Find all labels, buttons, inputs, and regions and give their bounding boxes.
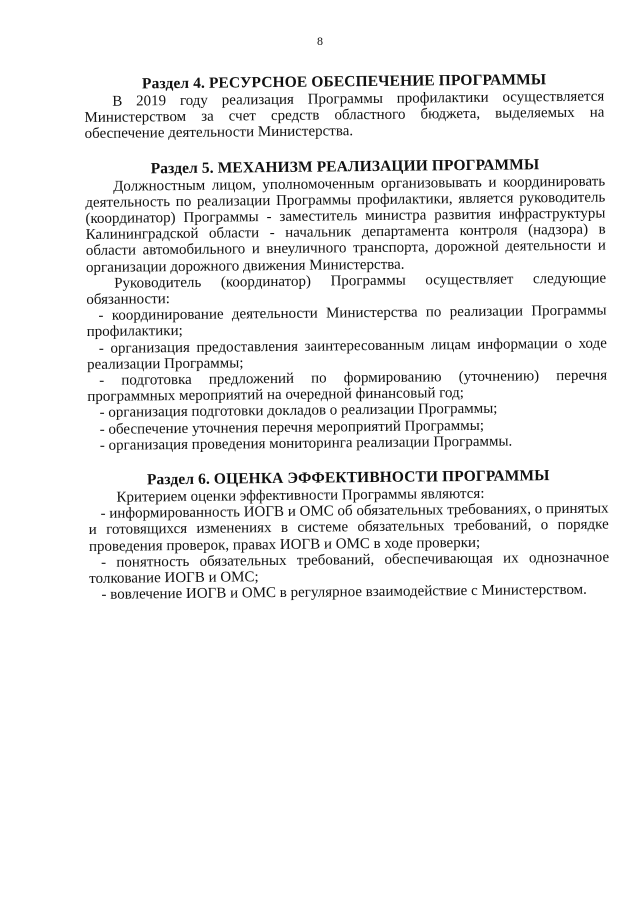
list-item: - обеспечение уточнения перечня мероприятий Программы; bbox=[99, 417, 485, 438]
list-item: - вовлечение ИОГВ и ОМС в регулярное взаимодействие с Министерством. bbox=[101, 582, 587, 604]
list-item: - организация предоставления заинтересованным лицам информации о ходе реализации Программы; bbox=[86, 335, 607, 373]
list-item: - организация подготовки докладов о реализации Программы; bbox=[99, 401, 498, 422]
section-paragraph: Руководитель (координатор) Программы осуществляет следующие обязанности: bbox=[86, 270, 607, 309]
section-resources bbox=[84, 71, 605, 143]
list-item: - информированность ИОГВ и ОМС об обязательных требованиях, о принятых и готовящихся изменениях в системе обязательных требований, о порядке проведения проверок, правах ИОГВ и ОМС в ходе проверки; bbox=[88, 500, 609, 555]
section-effectiveness bbox=[88, 467, 609, 604]
section-heading: Раздел 4. РЕСУРСНОЕ ОБЕСПЕЧЕНИЕ ПРОГРАММЫ bbox=[141, 71, 547, 93]
section-paragraph: Критерием оценки эффективности Программы являются: bbox=[116, 485, 485, 506]
list-item: - координирование деятельности Министерства по реализации Программы профилактики; bbox=[86, 302, 607, 341]
document-body bbox=[84, 71, 609, 604]
list-item: - понятность обязательных требований, обеспечивающая их однозначное толкование ИОГВ и ОМС; bbox=[89, 549, 610, 588]
section-heading: Раздел 5. МЕХАНИЗМ РЕАЛИЗАЦИИ ПРОГРАММЫ bbox=[150, 155, 540, 177]
section-paragraph: В 2019 году реализация Программы профилактики осуществляется Министерством за счет средств областного бюджета, выделяемых на обеспечение деятельности Министерства. bbox=[84, 88, 605, 143]
section-paragraph: Должностным лицом, уполномоченным организовывать и координировать деятельность по реализации Программы профилактики, является руководитель (координатор) Программы - заместитель министра развития инфраструктуры Калининградской области - начальник департамента контроля (надзора) в области автомобильного и внеуличного транспорта, дорожной деятельности и организации дорожного движения Министерства. bbox=[85, 173, 606, 276]
page-number: 8 bbox=[317, 34, 323, 48]
list-item: - подготовка предложений по формированию (уточнению) перечня программных мероприятий на очередной финансовый год; bbox=[87, 367, 608, 406]
section-mechanism bbox=[85, 155, 608, 454]
section-heading: Раздел 6. ОЦЕНКА ЭФФЕКТИВНОСТИ ПРОГРАММЫ bbox=[146, 467, 550, 489]
list-item: - организация проведения мониторинга реализации Программы. bbox=[99, 433, 513, 454]
